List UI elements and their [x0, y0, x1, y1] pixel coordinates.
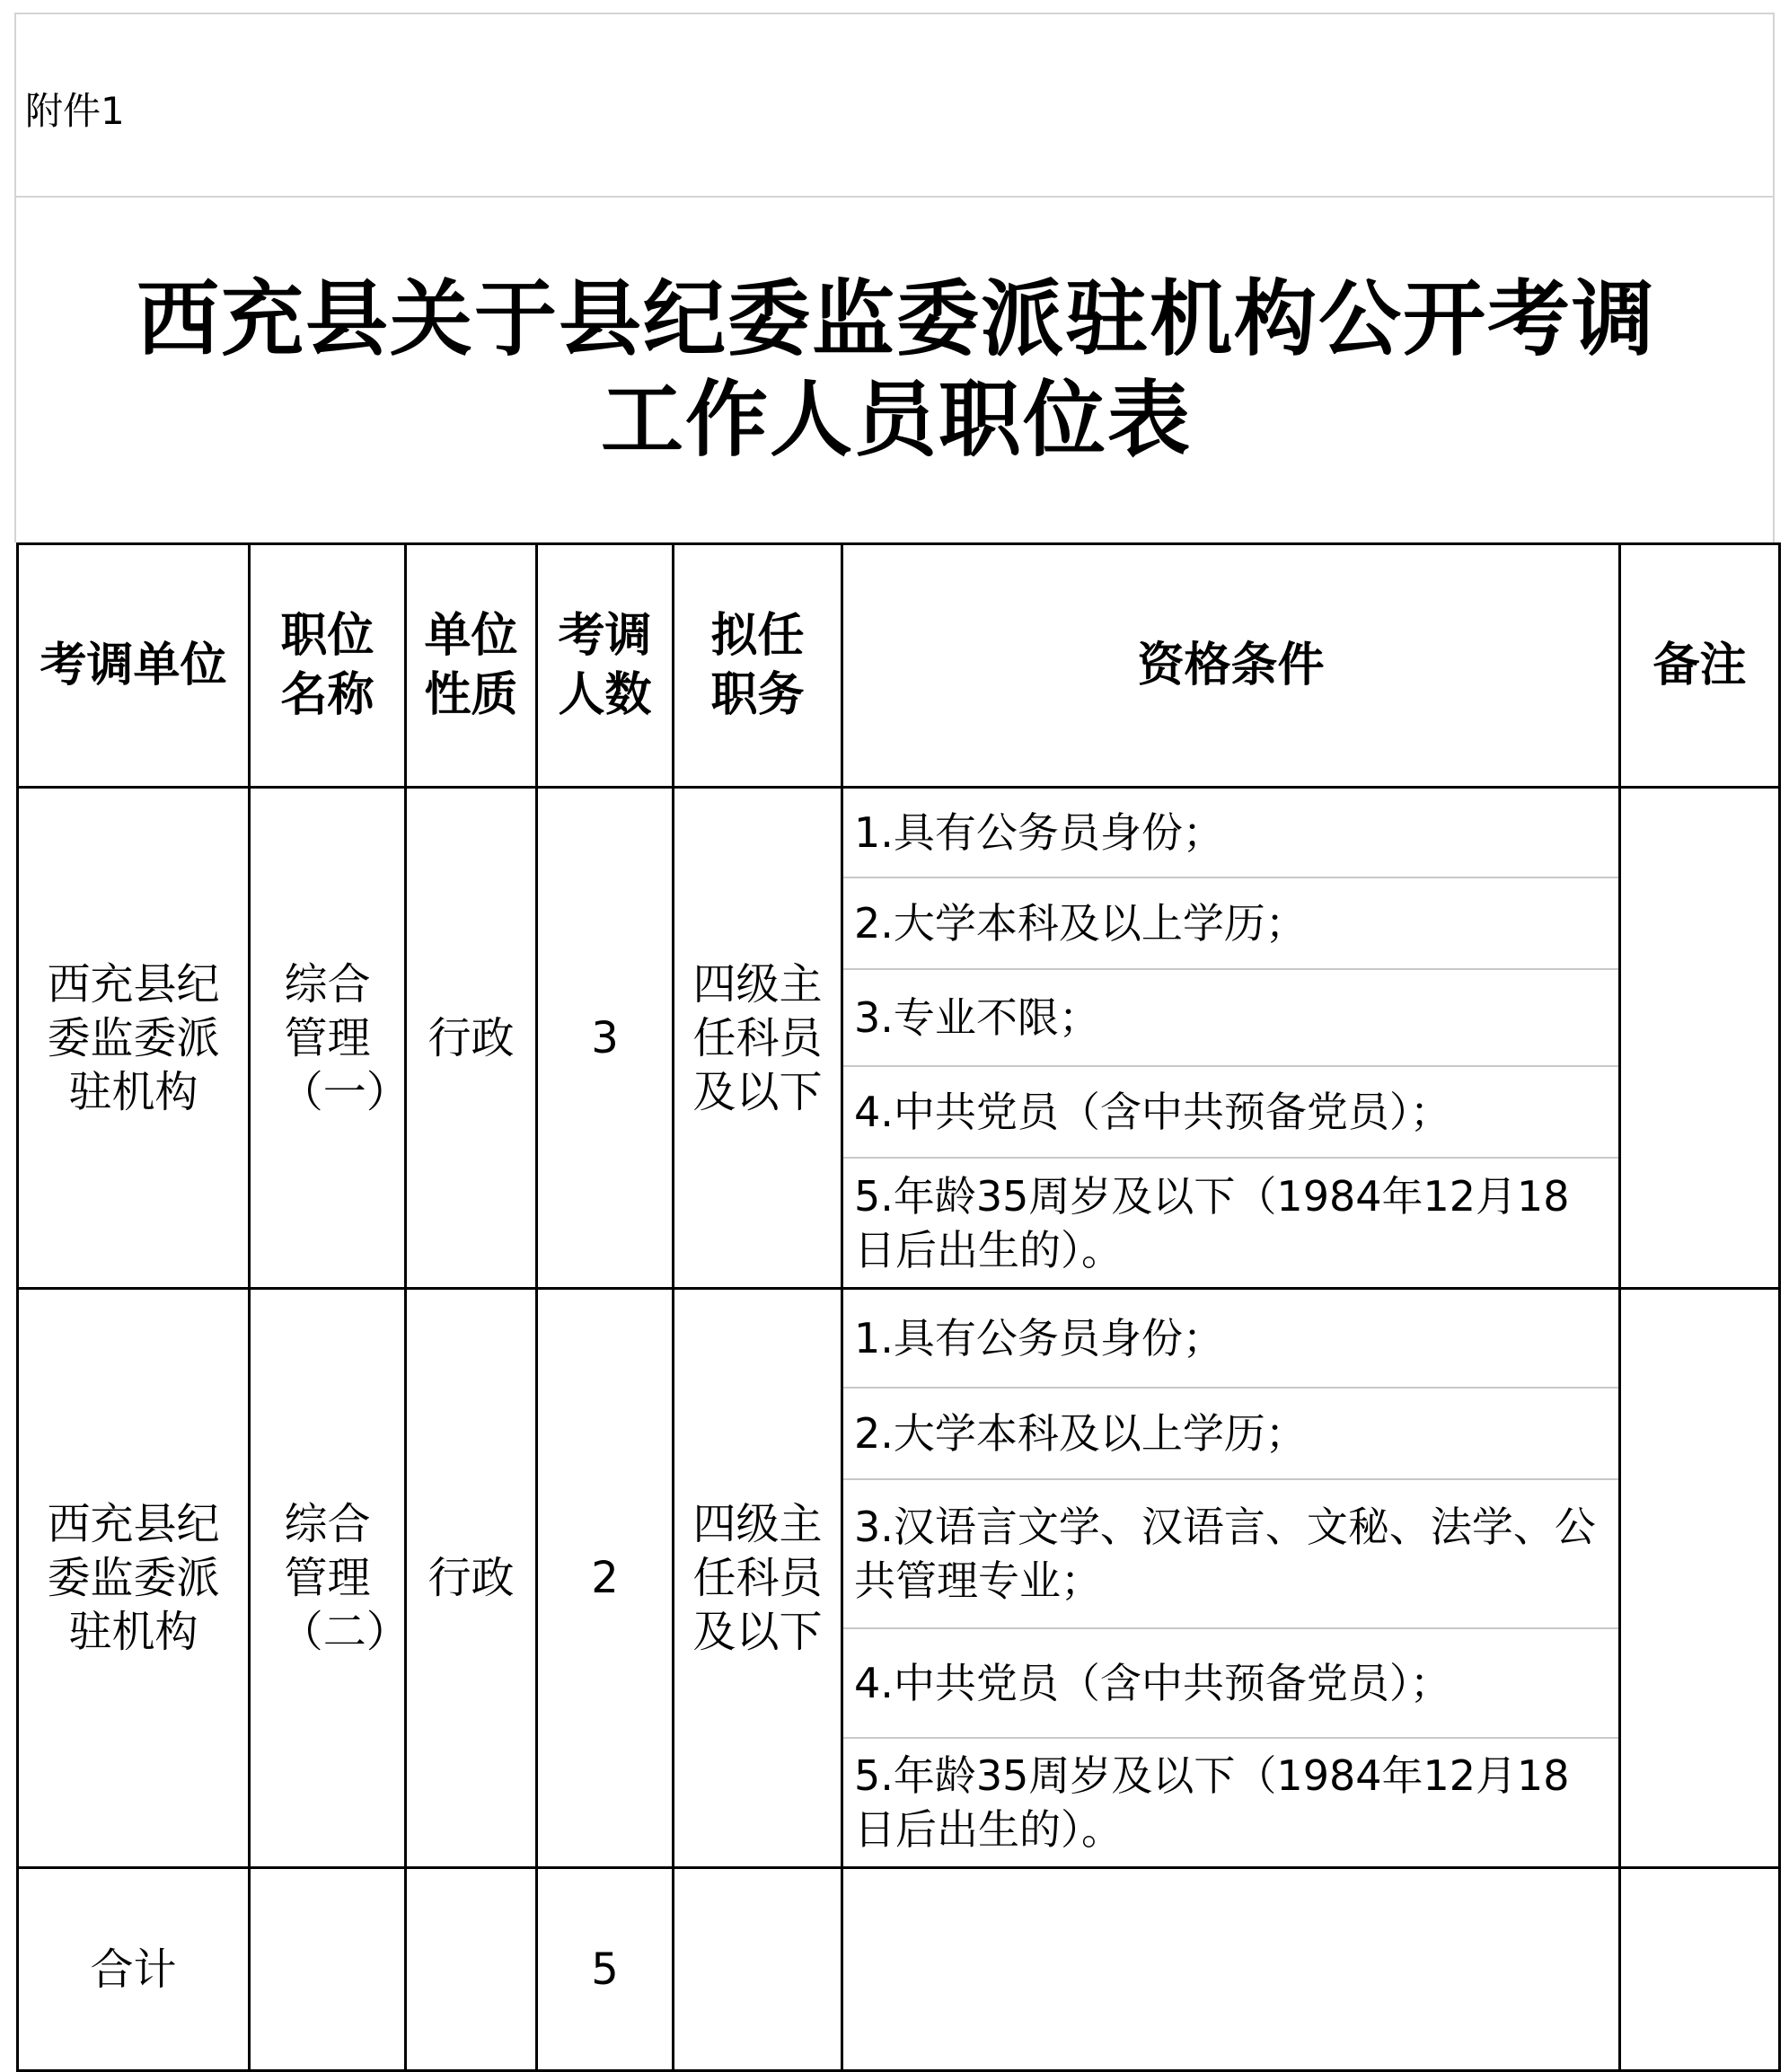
table-row — [18, 788, 1780, 1289]
total-row — [18, 1868, 1780, 2071]
header-post: 拟任职务 — [674, 544, 842, 788]
position-table — [16, 542, 1781, 2072]
condition-item: 4.中共党员（含中共预备党员）； — [843, 1629, 1618, 1739]
header-count: 考调人数 — [537, 544, 674, 788]
total-count: 5 — [537, 1868, 674, 2071]
count-cell: 2 — [537, 1289, 674, 1868]
header-conditions: 资格条件 — [842, 544, 1620, 788]
condition-item: 3.专业不限； — [843, 970, 1618, 1067]
grid-line — [14, 13, 1775, 14]
unit-cell: 西充县纪委监委派驻机构 — [18, 788, 250, 1289]
title-line-2: 工作人员职位表 — [600, 372, 1192, 468]
condition-item: 2.大学本科及以上学历； — [843, 878, 1618, 970]
title-line-1: 西充县关于县纪委监委派驻机构公开考调 — [136, 271, 1656, 367]
condition-item: 1.具有公务员身份； — [843, 789, 1618, 878]
header-position: 职位名称 — [250, 544, 406, 788]
empty-cell — [674, 1868, 842, 2071]
nature-cell: 行政 — [406, 788, 537, 1289]
position-cell: 综合管理（一） — [250, 788, 406, 1289]
condition-item: 5.年龄35周岁及以下（1984年12月18日后出生的）。 — [854, 1751, 1570, 1854]
page-title — [16, 269, 1776, 471]
empty-cell — [842, 1868, 1620, 2071]
total-label: 合计 — [18, 1868, 250, 2071]
empty-cell — [1620, 1868, 1780, 2071]
unit-cell: 西充县纪委监委派驻机构 — [18, 1289, 250, 1868]
conditions-cell — [842, 788, 1620, 1289]
empty-cell — [250, 1868, 406, 2071]
condition-item: 3.汉语言文学、汉语言、文秘、法学、公共管理专业； — [843, 1480, 1618, 1629]
conditions-cell — [842, 1289, 1620, 1868]
header-remarks: 备注 — [1620, 544, 1780, 788]
nature-cell: 行政 — [406, 1289, 537, 1868]
count-cell: 3 — [537, 788, 674, 1289]
position-cell: 综合管理（二） — [250, 1289, 406, 1868]
condition-item: 2.大学本科及以上学历； — [843, 1389, 1618, 1480]
condition-item: 4.中共党员（含中共预备党员）； — [843, 1067, 1618, 1159]
condition-item: 1.具有公务员身份； — [843, 1290, 1618, 1389]
remarks-cell — [1620, 788, 1780, 1289]
grid-line — [14, 196, 1775, 198]
post-cell: 四级主任科员及以下 — [674, 1289, 842, 1868]
post-cell: 四级主任科员及以下 — [674, 788, 842, 1289]
table-row — [18, 1289, 1780, 1868]
header-row — [18, 544, 1780, 788]
header-unit: 考调单位 — [18, 544, 250, 788]
remarks-cell — [1620, 1289, 1780, 1868]
header-nature: 单位性质 — [406, 544, 537, 788]
empty-cell — [406, 1868, 537, 2071]
annex-label: 附件1 — [25, 89, 125, 133]
condition-item: 5.年龄35周岁及以下（1984年12月18日后出生的）。 — [854, 1171, 1570, 1274]
